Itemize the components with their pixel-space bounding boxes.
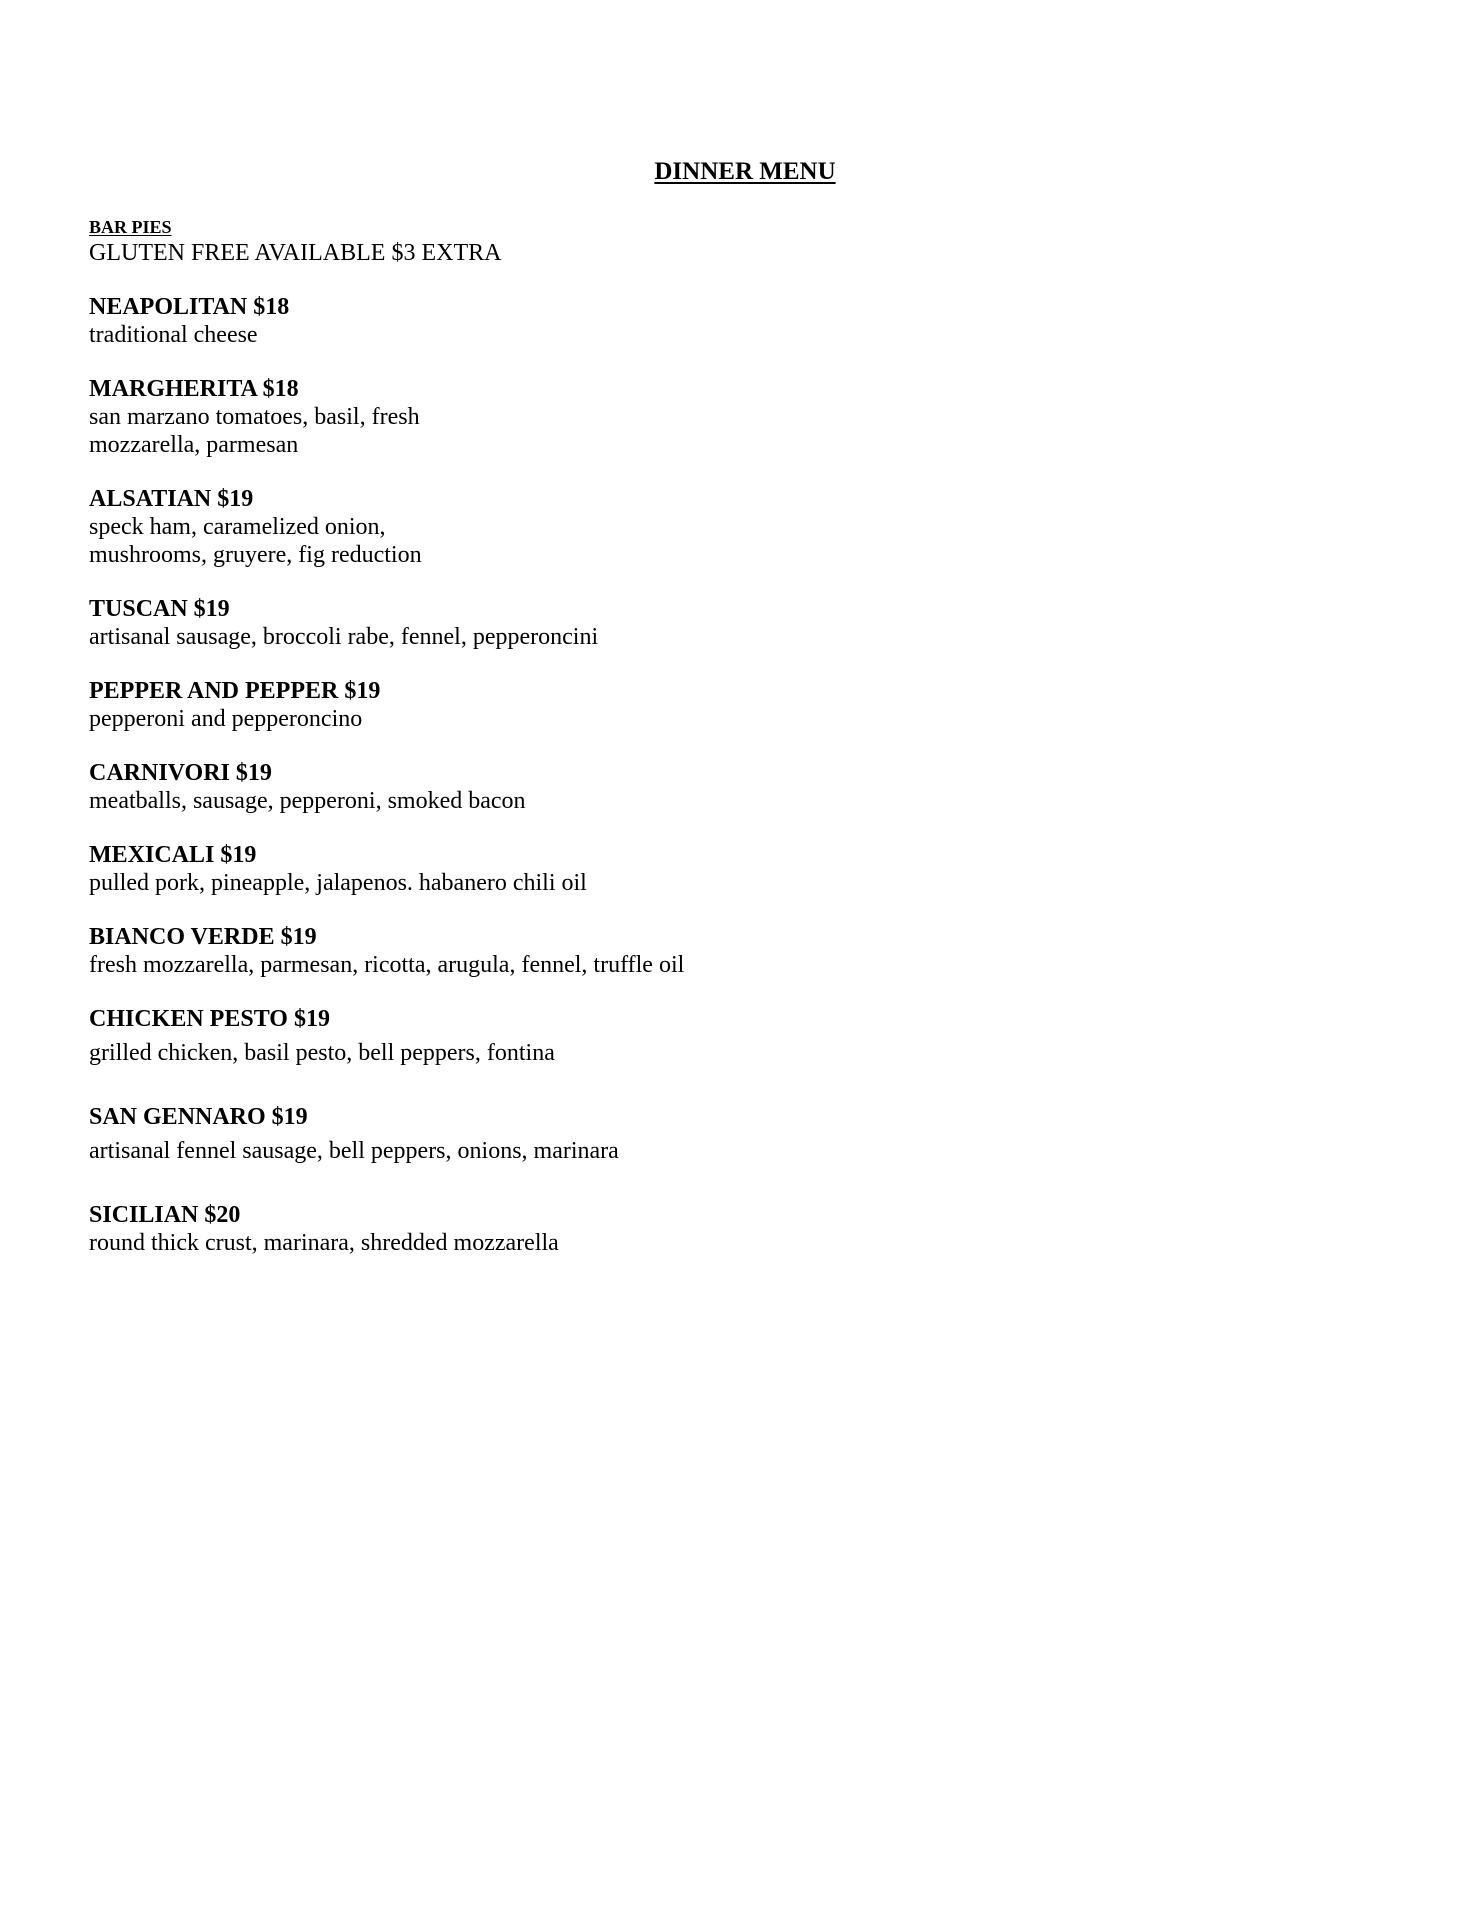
menu-item-chicken-pesto [89,1005,1389,1067]
item-description: grilled chicken, basil pesto, bell peppers, fontina [89,1040,555,1066]
menu-item-alsatian [89,485,1389,569]
item-description: artisanal sausage, broccoli rabe, fennel, pepperoncini [89,624,599,650]
page-title: DINNER MENU [654,158,836,185]
menu-item-mexicali [89,841,1389,897]
menu-content [89,216,1389,1257]
item-name: TUSCAN $19 [89,596,230,622]
item-name: SICILIAN $20 [89,1202,241,1228]
menu-item-carnivori [89,759,1389,815]
item-description: meatballs, sausage, pepperoni, smoked bacon [89,788,526,814]
item-name: BIANCO VERDE $19 [89,924,317,950]
menu-item-bianco-verde [89,923,1389,979]
item-description: fresh mozzarella, parmesan, ricotta, arugula, fennel, truffle oil [89,952,685,978]
item-name: CHICKEN PESTO $19 [89,1006,330,1032]
item-name: MEXICALI $19 [89,842,257,868]
menu-item-neapolitan [89,293,1389,349]
item-description: pepperoni and pepperoncino [89,706,363,732]
item-description: san marzano tomatoes, basil, fresh mozzarella, parmesan [89,404,420,458]
item-description: pulled pork, pineapple, jalapenos. habanero chili oil [89,870,587,896]
section-note: GLUTEN FREE AVAILABLE $3 EXTRA [89,240,502,266]
item-name: PEPPER AND PEPPER $19 [89,678,381,704]
item-name: ALSATIAN $19 [89,486,254,512]
item-description: round thick crust, marinara, shredded mozzarella [89,1230,559,1256]
item-name: SAN GENNARO $19 [89,1104,308,1130]
menu-item-margherita [89,375,1389,459]
menu-item-san-gennaro [89,1103,1389,1165]
item-description: traditional cheese [89,322,258,348]
item-name: MARGHERITA $18 [89,376,299,402]
item-name: CARNIVORI $19 [89,760,272,786]
item-name: NEAPOLITAN $18 [89,294,290,320]
item-description: speck ham, caramelized onion, mushrooms, gruyere, fig reduction [89,514,422,568]
item-description: artisanal fennel sausage, bell peppers, onions, marinara [89,1138,619,1164]
menu-item-pepper-and-pepper [89,677,1389,733]
menu-item-tuscan [89,595,1389,651]
menu-item-sicilian [89,1201,1389,1257]
section-label: BAR PIES [89,217,172,237]
